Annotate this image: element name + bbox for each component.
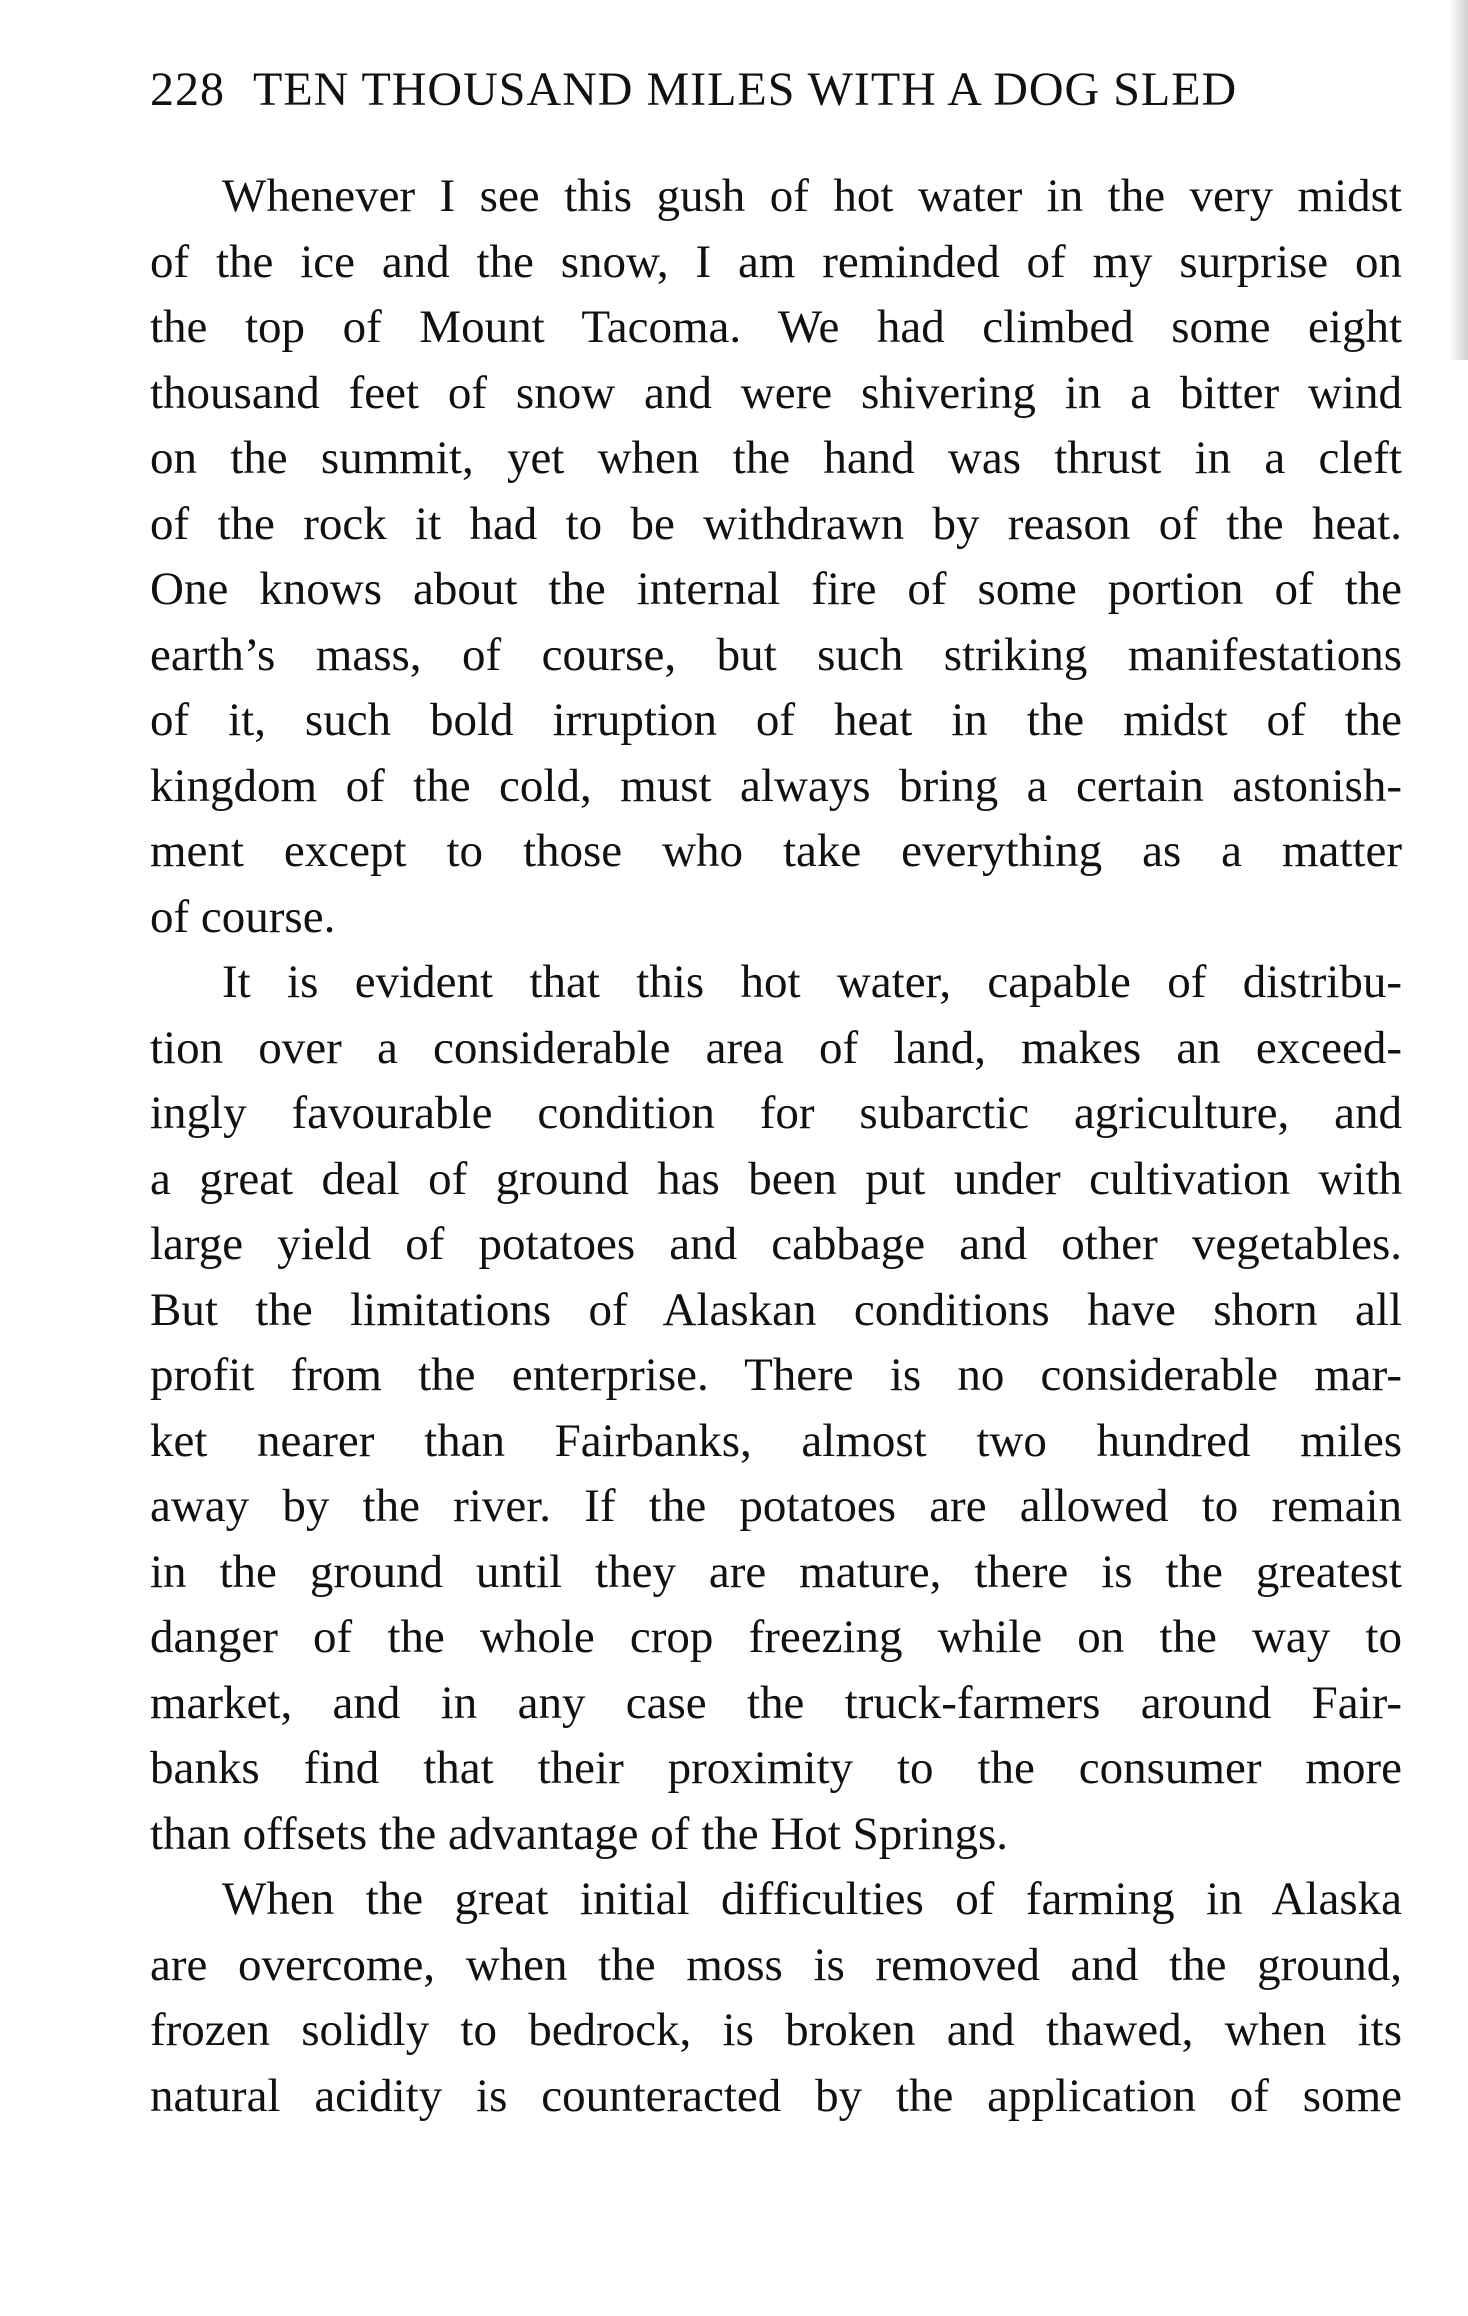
text-line: ket nearer than Fairbanks, almost two hundred miles <box>150 1414 1402 1467</box>
text-line: of course. <box>150 890 336 943</box>
book-page <box>150 60 1402 2129</box>
text-line: ingly favourable condition for subarctic agriculture, and <box>150 1087 1402 1139</box>
text-line: ment except to those who take everything as a matter <box>150 825 1402 877</box>
text-line: the top of Mount Tacoma. We had climbed some eight <box>150 301 1402 353</box>
text-line: profit from the enterprise. There is no considerable mar- <box>150 1349 1402 1401</box>
text-line: of the ice and the snow, I am reminded of my surprise on <box>150 235 1402 288</box>
text-line: of it, such bold irruption of heat in the midst of the <box>150 694 1402 746</box>
text-line: in the ground until they are mature, there is the greatest <box>150 1545 1402 1598</box>
text-line: thousand feet of snow and were shivering in a bitter wind <box>150 366 1402 419</box>
text-line: danger of the whole crop freezing while on the way to <box>150 1611 1402 1663</box>
body-text <box>150 164 1402 2129</box>
running-head <box>150 60 1402 130</box>
text-line: Whenever I see this gush of hot water in the very midst <box>222 170 1402 222</box>
text-line: earth’s mass, of course, but such striking manifestations <box>150 628 1402 681</box>
text-line: large yield of potatoes and cabbage and other vegetables. <box>150 1218 1402 1270</box>
text-line: banks find that their proximity to the consumer more <box>150 1742 1402 1794</box>
text-line: are overcome, when the moss is removed and the ground, <box>150 1938 1402 1991</box>
text-line: One knows about the internal fire of some portion of the <box>150 563 1402 615</box>
text-line: When the great initial difficulties of farming in Alaska <box>222 1873 1402 1925</box>
text-line: than offsets the advantage of the Hot Springs. <box>150 1807 1009 1860</box>
page-number: 228 <box>150 63 225 116</box>
text-line: natural acidity is counteracted by the application of some <box>150 2069 1402 2122</box>
text-line: of the rock it had to be withdrawn by reason of the heat. <box>150 497 1402 550</box>
text-line: But the limitations of Alaskan conditions have shorn all <box>150 1283 1402 1336</box>
text-line: market, and in any case the truck-farmers around Fair- <box>150 1676 1402 1729</box>
text-line: It is evident that this hot water, capable of distribu- <box>222 956 1402 1008</box>
text-line: kingdom of the cold, must always bring a certain astonish- <box>150 759 1402 812</box>
text-line: away by the river. If the potatoes are allowed to remain <box>150 1480 1402 1532</box>
book-title: TEN THOUSAND MILES WITH A DOG SLED <box>253 63 1238 116</box>
text-line: frozen solidly to bedrock, is broken and thawed, when its <box>150 2004 1402 2056</box>
text-line: a great deal of ground has been put under cultivation with <box>150 1152 1402 1205</box>
text-line: on the summit, yet when the hand was thrust in a cleft <box>150 432 1402 484</box>
page-edge-shadow <box>1450 0 1468 360</box>
text-line: tion over a considerable area of land, makes an exceed- <box>150 1021 1402 1074</box>
